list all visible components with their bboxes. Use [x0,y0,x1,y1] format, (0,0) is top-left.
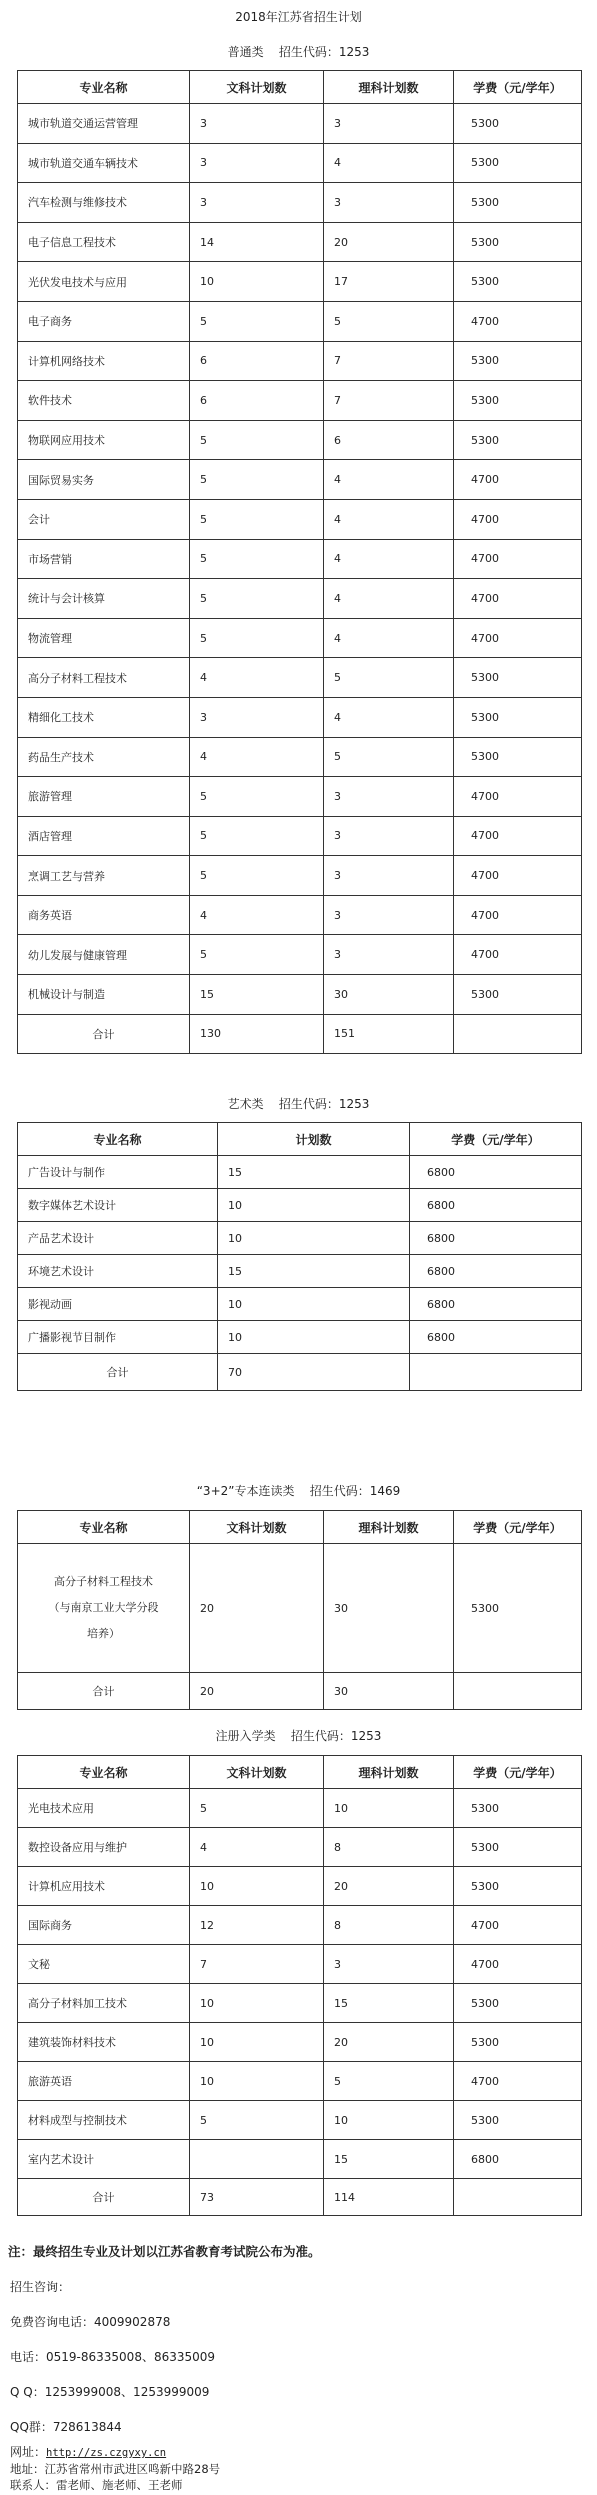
total-tuition [454,1014,582,1053]
table-row [18,579,582,619]
major-cell [18,1544,190,1673]
arts-plan-cell: 10 [190,2062,324,2101]
total-row [18,2179,582,2216]
arts-plan-cell: 6 [190,381,324,421]
arts-plan-cell: 5 [190,1789,324,1828]
page-title: 2018年江苏省招生计划 [235,10,362,24]
arts-plan-cell: 4 [190,1828,324,1867]
table-row [18,618,582,658]
total-tuition [410,1354,582,1391]
contact-hotline: 免费咨询电话：4009902878 [10,2315,171,2329]
science-plan-cell: 15 [324,1984,454,2023]
arts-plan-cell: 5 [190,539,324,579]
science-plan-cell: 4 [324,143,454,183]
table-row [18,2023,582,2062]
registration-title: 注册入学类 招生代码：1253 [215,1729,382,1743]
tuition-cell: 5300 [454,1544,582,1673]
table-row [18,895,582,935]
arts-plan-cell: 7 [190,1945,324,1984]
arts-plan-cell: 3 [190,183,324,223]
table-row [18,1222,582,1255]
total-row [18,1673,582,1710]
tuition-cell: 5300 [454,697,582,737]
table-row [18,1906,582,1945]
table-row [18,975,582,1015]
table-row [18,460,582,500]
table-row [18,262,582,302]
table-row [18,658,582,698]
science-plan-cell: 3 [324,104,454,144]
science-plan-cell: 3 [324,1945,454,1984]
plan-cell: 15 [218,1156,410,1189]
arts-plan-cell: 10 [190,1867,324,1906]
tuition-cell: 5300 [454,183,582,223]
tuition-cell: 4700 [454,816,582,856]
science-plan-cell: 4 [324,499,454,539]
major-cell: 城市轨道交通运营管理 [18,104,190,144]
registration-table [17,1755,582,2216]
tuition-cell: 5300 [454,381,582,421]
major-cell: 材料成型与控制技术 [18,2101,190,2140]
table-header-row [18,1511,582,1544]
table-row [18,1984,582,2023]
science-plan-cell: 3 [324,895,454,935]
plan-cell: 10 [218,1288,410,1321]
total-science-plan: 114 [324,2179,454,2216]
major-cell: 市场营销 [18,539,190,579]
total-science-plan: 151 [324,1014,454,1053]
science-plan-cell: 10 [324,2101,454,2140]
tuition-cell: 5300 [454,1789,582,1828]
table-row [18,1288,582,1321]
science-plan-cell: 4 [324,460,454,500]
header-science-plan: 理科计划数 [324,1511,454,1544]
major-cell: 汽车检测与维修技术 [18,183,190,223]
website-link[interactable]: http://zs.czgyxy.cn [46,2447,167,2459]
table-row [18,737,582,777]
science-plan-cell: 5 [324,301,454,341]
contact-website [10,2443,166,2460]
tuition-cell: 5300 [454,143,582,183]
major-cell: 烹调工艺与营养 [18,856,190,896]
major-cell: 广播影视节目制作 [18,1321,218,1354]
tuition-cell: 6800 [410,1288,582,1321]
tuition-cell: 4700 [454,460,582,500]
science-plan-cell: 20 [324,1867,454,1906]
table-row [18,1544,582,1673]
tuition-cell: 5300 [454,975,582,1015]
contact-persons: 联系人：雷老师、施老师、王老师 [10,2478,183,2492]
table-row [18,2140,582,2179]
tuition-cell: 5300 [454,1828,582,1867]
art-table [17,1122,582,1391]
final-note: 注：最终招生专业及计划以江苏省教育考试院公布为准。 [8,2244,321,2259]
arts-plan-cell: 5 [190,460,324,500]
table-row [18,1189,582,1222]
header-major: 专业名称 [18,1756,190,1789]
tuition-cell: 5300 [454,658,582,698]
table-row [18,1867,582,1906]
major-cell: 会计 [18,499,190,539]
major-cell: 高分子材料加工技术 [18,1984,190,2023]
major-cell: 机械设计与制造 [18,975,190,1015]
header-tuition: 学费（元/学年） [454,1511,582,1544]
table-header-row [18,1123,582,1156]
tuition-cell: 5300 [454,2101,582,2140]
science-plan-cell: 8 [324,1828,454,1867]
table-row [18,104,582,144]
total-tuition [454,2179,582,2216]
total-arts-plan: 130 [190,1014,324,1053]
science-plan-cell: 30 [324,1544,454,1673]
program32-table [17,1510,582,1710]
major-cell: 统计与会计核算 [18,579,190,619]
contact-qq-group: QQ群：728613844 [10,2420,122,2434]
program32-title: “3+2”专本连读类 招生代码：1469 [196,1484,401,1498]
science-plan-cell: 4 [324,697,454,737]
science-plan-cell: 3 [324,777,454,817]
arts-plan-cell: 20 [190,1544,324,1673]
table-row [18,2101,582,2140]
table-row [18,301,582,341]
arts-plan-cell: 3 [190,104,324,144]
major-cell: 酒店管理 [18,816,190,856]
tuition-cell: 5300 [454,262,582,302]
tuition-cell: 4700 [454,301,582,341]
major-cell: 旅游英语 [18,2062,190,2101]
major-cell: 光伏发电技术与应用 [18,262,190,302]
tuition-cell: 4700 [454,777,582,817]
tuition-cell: 4700 [454,539,582,579]
table-row [18,816,582,856]
major-cell: 光电技术应用 [18,1789,190,1828]
tuition-cell: 4700 [454,856,582,896]
arts-plan-cell: 10 [190,1984,324,2023]
total-major: 合计 [18,2179,190,2216]
science-plan-cell: 5 [324,2062,454,2101]
tuition-cell: 5300 [454,222,582,262]
science-plan-cell: 15 [324,2140,454,2179]
header-major: 专业名称 [18,71,190,104]
science-plan-cell: 7 [324,381,454,421]
table-row [18,499,582,539]
header-tuition: 学费（元/学年） [454,1756,582,1789]
major-cell: 数字媒体艺术设计 [18,1189,218,1222]
header-arts-plan: 文科计划数 [190,1756,324,1789]
table-row [18,1321,582,1354]
contact-address: 地址：江苏省常州市武进区鸣新中路28号 [10,2462,221,2476]
contact-heading: 招生咨询： [10,2280,71,2294]
tuition-cell: 6800 [410,1189,582,1222]
total-label: 合计 [18,1673,190,1710]
major-line-1: 高分子材料工程技术 [54,1575,153,1588]
arts-plan-cell: 5 [190,935,324,975]
major-cell: 精细化工技术 [18,697,190,737]
general-table [17,70,582,1054]
table-row [18,539,582,579]
plan-cell: 15 [218,1255,410,1288]
total-arts: 20 [190,1673,324,1710]
science-plan-cell: 3 [324,183,454,223]
total-arts-plan: 73 [190,2179,324,2216]
tuition-cell: 6800 [410,1156,582,1189]
arts-plan-cell: 5 [190,420,324,460]
table-row [18,697,582,737]
header-major: 专业名称 [18,1511,190,1544]
tuition-cell: 4700 [454,1906,582,1945]
arts-plan-cell: 5 [190,777,324,817]
total-row [18,1354,582,1391]
science-plan-cell: 4 [324,579,454,619]
arts-plan-cell: 3 [190,143,324,183]
general-title: 普通类 招生代码：1253 [227,45,370,59]
tuition-cell: 5300 [454,420,582,460]
header-tuition: 学费（元/学年） [454,71,582,104]
table-row [18,381,582,421]
table-row [18,2062,582,2101]
header-tuition: 学费（元/学年） [410,1123,582,1156]
tuition-cell: 4700 [454,935,582,975]
tuition-cell: 5300 [454,341,582,381]
arts-plan-cell: 6 [190,341,324,381]
major-cell: 建筑装饰材料技术 [18,2023,190,2062]
science-plan-cell: 10 [324,1789,454,1828]
arts-plan-cell: 4 [190,658,324,698]
contact-phone: 电话：0519-86335008、86335009 [10,2350,216,2364]
arts-plan-cell: 5 [190,816,324,856]
major-cell: 物联网应用技术 [18,420,190,460]
table-row [18,420,582,460]
arts-plan-cell: 3 [190,697,324,737]
arts-plan-cell: 10 [190,2023,324,2062]
total-tuition [454,1673,582,1710]
table-row [18,1945,582,1984]
major-cell: 国际贸易实务 [18,460,190,500]
science-plan-cell: 3 [324,935,454,975]
science-plan-cell: 6 [324,420,454,460]
major-cell: 产品艺术设计 [18,1222,218,1255]
major-cell: 物流管理 [18,618,190,658]
science-plan-cell: 4 [324,539,454,579]
table-row [18,777,582,817]
science-plan-cell: 20 [324,2023,454,2062]
table-row [18,935,582,975]
total-row [18,1014,582,1053]
table-row [18,1789,582,1828]
major-line-3: 培养） [87,1627,120,1640]
table-row [18,1255,582,1288]
table-row [18,183,582,223]
major-line-2: （与南京工业大学分段 [48,1601,159,1614]
arts-plan-cell: 15 [190,975,324,1015]
major-cell: 高分子材料工程技术 [18,658,190,698]
major-cell: 文秘 [18,1945,190,1984]
science-plan-cell: 3 [324,856,454,896]
tuition-cell: 4700 [454,2062,582,2101]
tuition-cell: 5300 [454,1984,582,2023]
tuition-cell: 6800 [410,1222,582,1255]
tuition-cell: 5300 [454,104,582,144]
tuition-cell: 6800 [410,1321,582,1354]
arts-plan-cell: 5 [190,856,324,896]
table-row [18,1828,582,1867]
table-row [18,1156,582,1189]
science-plan-cell: 3 [324,816,454,856]
major-cell: 城市轨道交通车辆技术 [18,143,190,183]
major-cell: 软件技术 [18,381,190,421]
tuition-cell: 5300 [454,737,582,777]
science-plan-cell: 30 [324,975,454,1015]
major-cell: 影视动画 [18,1288,218,1321]
major-cell: 国际商务 [18,1906,190,1945]
header-arts-plan: 文科计划数 [190,1511,324,1544]
arts-plan-cell: 5 [190,2101,324,2140]
plan-cell: 10 [218,1321,410,1354]
science-plan-cell: 17 [324,262,454,302]
website-label: 网址： [10,2445,47,2459]
science-plan-cell: 20 [324,222,454,262]
arts-plan-cell: 5 [190,499,324,539]
science-plan-cell: 4 [324,618,454,658]
major-cell: 数控设备应用与维护 [18,1828,190,1867]
major-cell: 环境艺术设计 [18,1255,218,1288]
table-row [18,143,582,183]
major-cell: 电子商务 [18,301,190,341]
tuition-cell: 6800 [410,1255,582,1288]
header-arts-plan: 文科计划数 [190,71,324,104]
table-header-row [18,1756,582,1789]
arts-plan-cell: 5 [190,618,324,658]
arts-plan-cell: 5 [190,579,324,619]
major-cell: 电子信息工程技术 [18,222,190,262]
major-cell: 商务英语 [18,895,190,935]
major-cell: 幼儿发展与健康管理 [18,935,190,975]
tuition-cell: 4700 [454,1945,582,1984]
arts-plan-cell: 4 [190,895,324,935]
major-cell: 药品生产技术 [18,737,190,777]
major-cell: 广告设计与制作 [18,1156,218,1189]
science-plan-cell: 8 [324,1906,454,1945]
table-header-row [18,71,582,104]
arts-plan-cell: 5 [190,301,324,341]
tuition-cell: 4700 [454,895,582,935]
total-major: 合计 [18,1354,218,1391]
major-cell: 计算机应用技术 [18,1867,190,1906]
tuition-cell: 6800 [454,2140,582,2179]
total-plan: 70 [218,1354,410,1391]
plan-cell: 10 [218,1222,410,1255]
major-cell: 计算机网络技术 [18,341,190,381]
arts-plan-cell: 14 [190,222,324,262]
total-science: 30 [324,1673,454,1710]
tuition-cell: 4700 [454,579,582,619]
major-cell: 旅游管理 [18,777,190,817]
science-plan-cell: 5 [324,658,454,698]
contact-qq: Q Q：1253999008、1253999009 [10,2385,210,2399]
science-plan-cell: 5 [324,737,454,777]
table-row [18,341,582,381]
tuition-cell: 4700 [454,618,582,658]
header-plan: 计划数 [218,1123,410,1156]
table-row [18,856,582,896]
tuition-cell: 5300 [454,2023,582,2062]
header-science-plan: 理科计划数 [324,1756,454,1789]
total-major: 合计 [18,1014,190,1053]
science-plan-cell: 7 [324,341,454,381]
table-row [18,222,582,262]
arts-plan-cell [190,2140,324,2179]
arts-plan-cell: 12 [190,1906,324,1945]
art-title: 艺术类 招生代码：1253 [227,1097,370,1111]
arts-plan-cell: 10 [190,262,324,302]
tuition-cell: 4700 [454,499,582,539]
plan-cell: 10 [218,1189,410,1222]
header-major: 专业名称 [18,1123,218,1156]
major-cell: 室内艺术设计 [18,2140,190,2179]
header-science-plan: 理科计划数 [324,71,454,104]
tuition-cell: 5300 [454,1867,582,1906]
arts-plan-cell: 4 [190,737,324,777]
